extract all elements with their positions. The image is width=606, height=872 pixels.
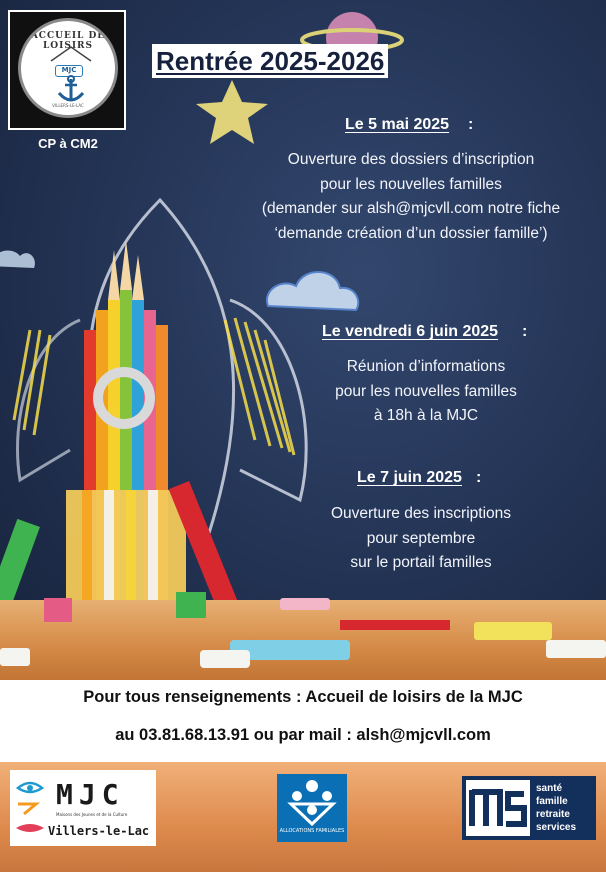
event-3-colon: :: [476, 469, 482, 486]
partner-footer: [0, 762, 606, 872]
event-2-colon: :: [522, 323, 528, 340]
alsh-logo-sub: VILLERS-LE-LAC: [52, 103, 84, 108]
contact-line-1: Pour tous renseignements : Accueil de loisirs de la MJC: [83, 688, 523, 706]
red-pencil: [340, 620, 450, 630]
alsh-logo-emblem: [18, 18, 118, 118]
mjc-town: Villers-le-Lac: [48, 824, 150, 838]
yellow-chalk: [474, 622, 552, 640]
green-sharpener: [176, 592, 206, 618]
event-3-date: Le 7 juin 2025: [357, 469, 462, 486]
msa-logo: [462, 776, 596, 840]
poster-title: Rentrée 2025-2026: [152, 44, 388, 78]
event-1-date: Le 5 mai 2025: [345, 116, 450, 133]
alsh-logo-badge: MJC: [55, 65, 83, 77]
white-chalk-left: [0, 648, 30, 666]
mjc-villers-logo: [10, 770, 156, 846]
caf-logo: [277, 774, 347, 842]
mjc-subtitle: Maisons des Jeunes et de la Culture: [56, 812, 128, 817]
pink-sharpener: [44, 598, 72, 622]
caf-people-icon: [277, 774, 347, 828]
alsh-logo: [8, 10, 126, 130]
white-chalk: [546, 640, 606, 658]
caf-text: ALLOCATIONS FAMILIALES: [279, 828, 345, 834]
event-1-description: Ouverture des dossiers d’inscription pour les nouvelles familles (demander sur alsh@mjcvll.com notre fiche ‘demande création d’un dossier famille’): [261, 151, 561, 242]
mjc-letters: MJC: [56, 778, 125, 811]
mjc-face-icon: [12, 774, 52, 844]
event-3-description: Ouverture des inscriptions pour septembre sur le portail familles: [330, 505, 512, 571]
msa-tagline: santé famille retraite services: [536, 783, 577, 833]
alsh-logo-arc-text: ACCUEIL DE LOISIRS: [30, 31, 106, 51]
msa-monogram-icon: [466, 780, 530, 836]
white-chalk-front: [200, 650, 250, 668]
contact-line-2: au 03.81.68.13.91 ou par mail : alsh@mjcvll.com: [115, 726, 491, 744]
event-1-colon: :: [468, 116, 474, 133]
pink-chalk: [280, 598, 330, 610]
msa-monogram: [466, 780, 530, 836]
grade-range: CP à CM2: [38, 136, 98, 151]
event-2-description: Réunion d’informations pour les nouvelles familles à 18h à la MJC: [335, 358, 517, 424]
event-2-date: Le vendredi 6 juin 2025: [322, 323, 499, 340]
